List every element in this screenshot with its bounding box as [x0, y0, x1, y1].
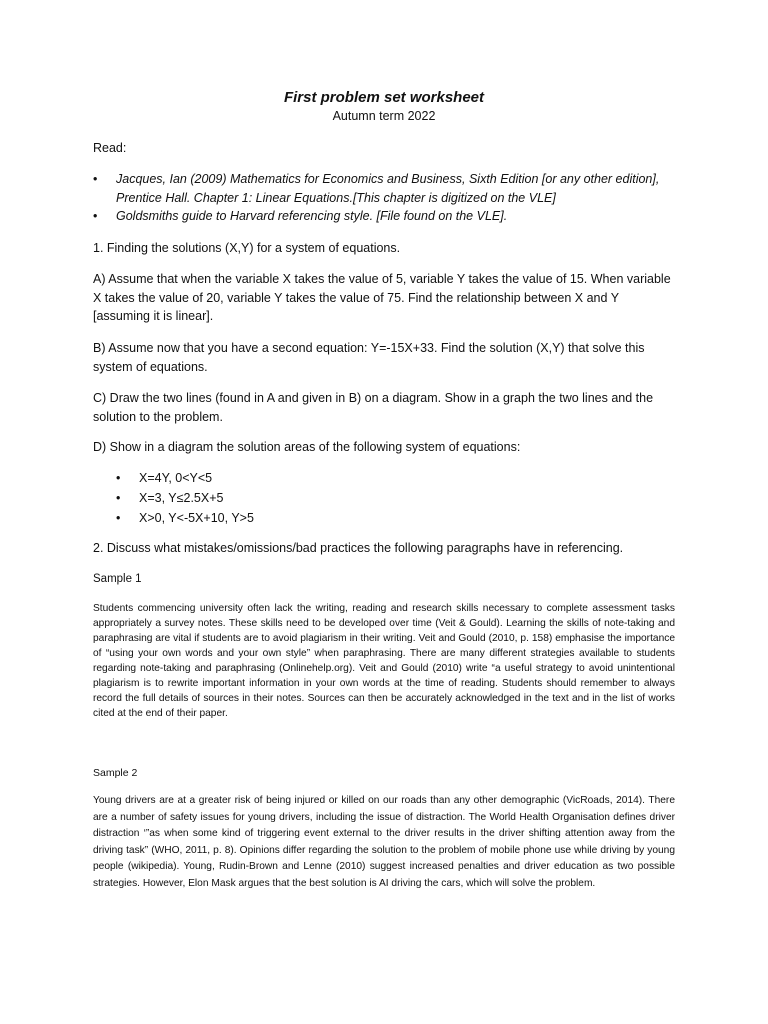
sample-2-label: Sample 2 [93, 767, 138, 779]
question-1-heading: 1. Finding the solutions (X,Y) for a system of equations. [93, 241, 401, 255]
question-1a: A) Assume that when the variable X takes the value of 5, variable Y takes the value of 15. When variable X takes the value of 20, variable Y takes the value of 75. Find the relationship between X and Y [assuming it is linear]. [93, 272, 671, 323]
sample-1-paragraph: Students commencing university often lack the writing, reading and research skills necessary to complete assessment tasks appropriately a survey notes. These skills need to be developed over time (Veit & Gould). Learning the skills of note-taking and paraphrasing are vital if students are to avoid plagiarism in their writing. Veit and Gould (2010, p. 158) emphasise the importance of “using your own words and your own style” when paraphrasing. There are many different strategies available to students regarding note-taking and paraphrasing (Onlinehelp.org). Veit and Gould (2010) write “a useful strategy to avoid unintentional plagiarism is to rewrite important information in your own words at the time of reading. Students should remember to always record the full details of sources in their notes. Sources can then be accurately acknowledged in the text and in the list of works cited at the end of their paper. [93, 603, 675, 719]
question-2-heading: 2. Discuss what mistakes/omissions/bad practices the following paragraphs have in referencing. [93, 541, 624, 555]
reading-item-text: Goldsmiths guide to Harvard referencing style. [File found on the VLE]. [116, 209, 508, 223]
bullet-icon: • [116, 471, 121, 485]
bullet-icon: • [116, 491, 121, 505]
system-equation: X=4Y, 0<Y<5 [139, 471, 213, 485]
page-subtitle: Autumn term 2022 [332, 109, 436, 123]
question-1d: D) Show in a diagram the solution areas of the following system of equations: [93, 440, 521, 454]
system-equation: X>0, Y<-5X+10, Y>5 [139, 511, 254, 525]
question-1b: B) Assume now that you have a second equation: Y=-15X+33. Find the solution (X,Y) that solve this system of equations. [93, 341, 645, 374]
sample-2-paragraph: Young drivers are at a greater risk of being injured or killed on our roads than any other demographic (VicRoads, 2014). There are a number of safety issues for young drivers, including the issue of distraction. The World Health Organisation defines driver distraction ‘”as when some kind of triggering event external to the driver results in the driver shifting attention away from the driving task” (WHO, 2011, p. 8). Opinions differ regarding the solution to the problem of mobile phone use while driving by young people (wikipedia). Young, Rudin-Brown and Lenne (2010) suggest increased penalties and driver education as two possible strategies. However, Elon Mask argues that the best solution is AI driving the cars, which will solve the problem. [93, 795, 675, 889]
bullet-icon: • [116, 511, 121, 525]
bullet-icon: • [93, 172, 98, 186]
sample-1-label: Sample 1 [93, 573, 142, 585]
system-item [116, 469, 516, 487]
page-title: First problem set worksheet [283, 89, 485, 106]
system-equation: X=3, Y≤2.5X+5 [139, 491, 224, 505]
reading-item-text: Jacques, Ian (2009) Mathematics for Economics and Business, Sixth Edition [or any other edition], Prentice Hall. Chapter 1: Linear Equations.[This chapter is digitized on the VLE] [116, 172, 660, 205]
reading-list-item [93, 207, 683, 226]
system-item [116, 489, 516, 507]
question-1c: C) Draw the two lines (found in A and given in B) on a diagram. Show in a graph the two lines and the solution to the problem. [93, 391, 654, 424]
reading-list-item [93, 170, 683, 208]
bullet-icon: • [93, 209, 98, 223]
read-label: Read: [93, 141, 127, 155]
system-item [116, 509, 516, 527]
